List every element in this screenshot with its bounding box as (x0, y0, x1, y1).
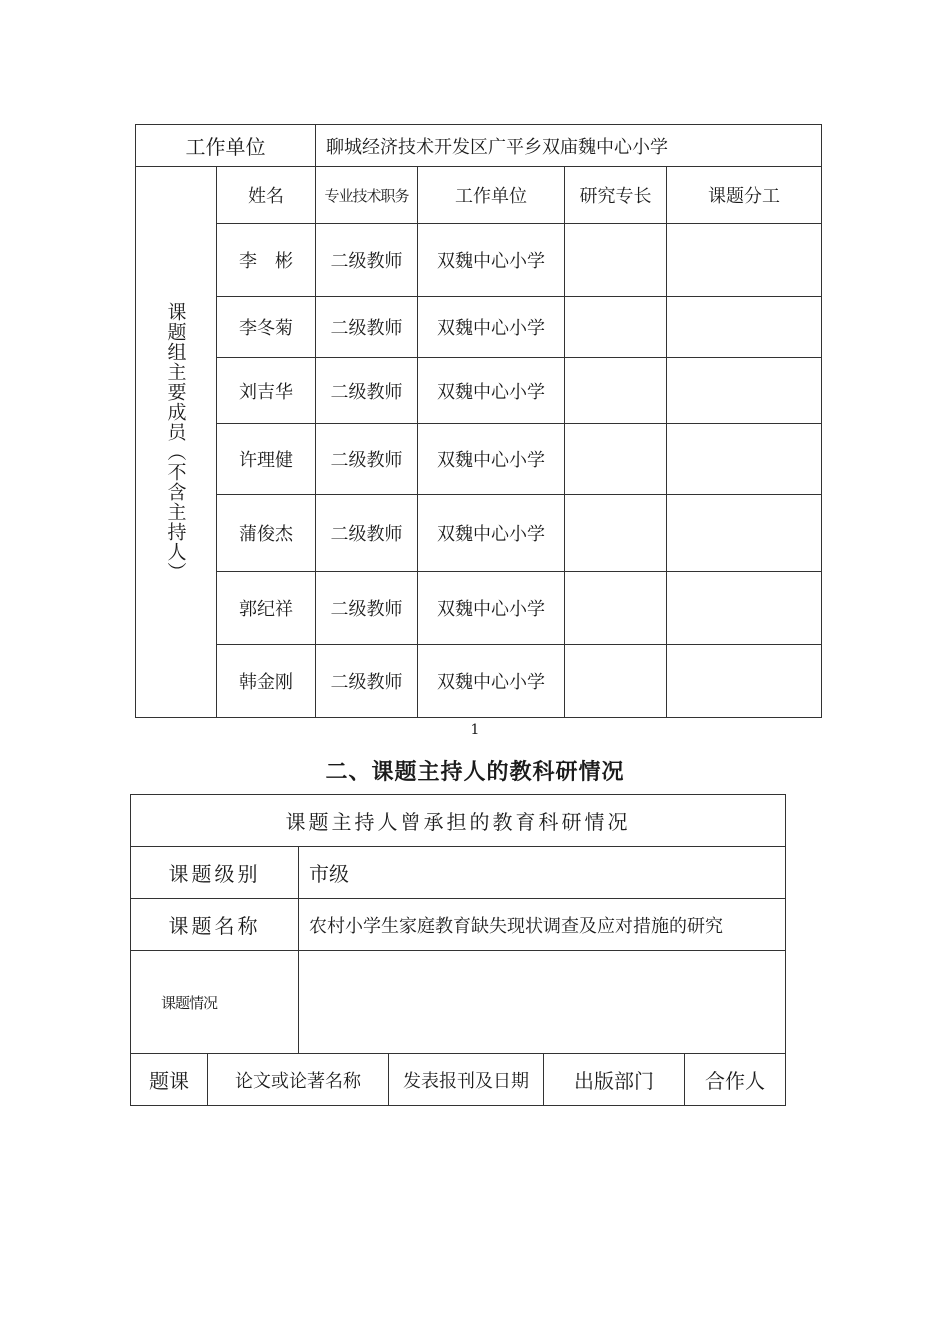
table-row (136, 358, 822, 424)
member-unit: 双魏中心小学 (418, 297, 565, 358)
table-row (136, 424, 822, 495)
header-name: 姓名 (217, 167, 316, 224)
member-title: 二级教师 (316, 495, 418, 572)
member-expertise (565, 358, 667, 424)
table-row (136, 645, 822, 718)
member-title: 二级教师 (316, 645, 418, 718)
bottom-header-paper: 论文或论著名称 (208, 1054, 389, 1106)
member-name: 李 彬 (217, 224, 316, 297)
bottom-header-partner: 合作人 (685, 1054, 786, 1106)
status-value (299, 951, 786, 1054)
unit-label: 工作单位 (136, 125, 316, 167)
member-unit: 双魏中心小学 (418, 645, 565, 718)
bottom-header-publisher: 出版部门 (544, 1054, 685, 1106)
member-title: 二级教师 (316, 424, 418, 495)
member-name: 许理健 (217, 424, 316, 495)
member-division (667, 645, 822, 718)
header-unit: 工作单位 (418, 167, 565, 224)
section-title: 二、课题主持人的教科研情况 (325, 760, 625, 785)
member-title: 二级教师 (316, 297, 418, 358)
bottom-header-journal: 发表报刊及日期 (389, 1054, 544, 1106)
member-division (667, 572, 822, 645)
member-name: 郭纪祥 (217, 572, 316, 645)
member-expertise (565, 495, 667, 572)
level-value: 市级 (299, 847, 786, 899)
unit-value: 聊城经济技术开发区广平乡双庙魏中心小学 (316, 125, 822, 167)
member-name: 韩金刚 (217, 645, 316, 718)
member-title: 二级教师 (316, 358, 418, 424)
bottom-header-topic: 题课 (131, 1054, 208, 1106)
member-unit: 双魏中心小学 (418, 224, 565, 297)
header-expertise: 研究专长 (565, 167, 667, 224)
status-label: 课题情况 (131, 951, 299, 1054)
table-row (136, 224, 822, 297)
members-label-cell (136, 167, 217, 718)
header-division: 课题分工 (667, 167, 822, 224)
member-unit: 双魏中心小学 (418, 424, 565, 495)
member-expertise (565, 224, 667, 297)
member-name: 李冬菊 (217, 297, 316, 358)
host-research-table (130, 794, 786, 1106)
member-division (667, 424, 822, 495)
member-division (667, 495, 822, 572)
table-row (136, 297, 822, 358)
research-table-title: 课题主持人曾承担的教育科研情况 (131, 795, 786, 847)
member-unit: 双魏中心小学 (418, 572, 565, 645)
member-title: 二级教师 (316, 572, 418, 645)
member-division (667, 224, 822, 297)
members-label: 课题组主要成员（不含主持人） (164, 302, 187, 582)
level-label: 课题级别 (131, 847, 299, 899)
member-expertise (565, 572, 667, 645)
member-division (667, 297, 822, 358)
member-title: 二级教师 (316, 224, 418, 297)
page-number: 1 (470, 722, 480, 738)
header-title: 专业技术职务 (316, 167, 418, 224)
member-expertise (565, 645, 667, 718)
table-row (136, 495, 822, 572)
members-table (135, 124, 822, 718)
member-expertise (565, 297, 667, 358)
topic-name-label: 课题名称 (131, 899, 299, 951)
member-unit: 双魏中心小学 (418, 495, 565, 572)
member-expertise (565, 424, 667, 495)
member-name: 刘吉华 (217, 358, 316, 424)
member-division (667, 358, 822, 424)
member-unit: 双魏中心小学 (418, 358, 565, 424)
table-row (136, 572, 822, 645)
topic-name-value: 农村小学生家庭教育缺失现状调查及应对措施的研究 (299, 899, 786, 951)
member-name: 蒲俊杰 (217, 495, 316, 572)
